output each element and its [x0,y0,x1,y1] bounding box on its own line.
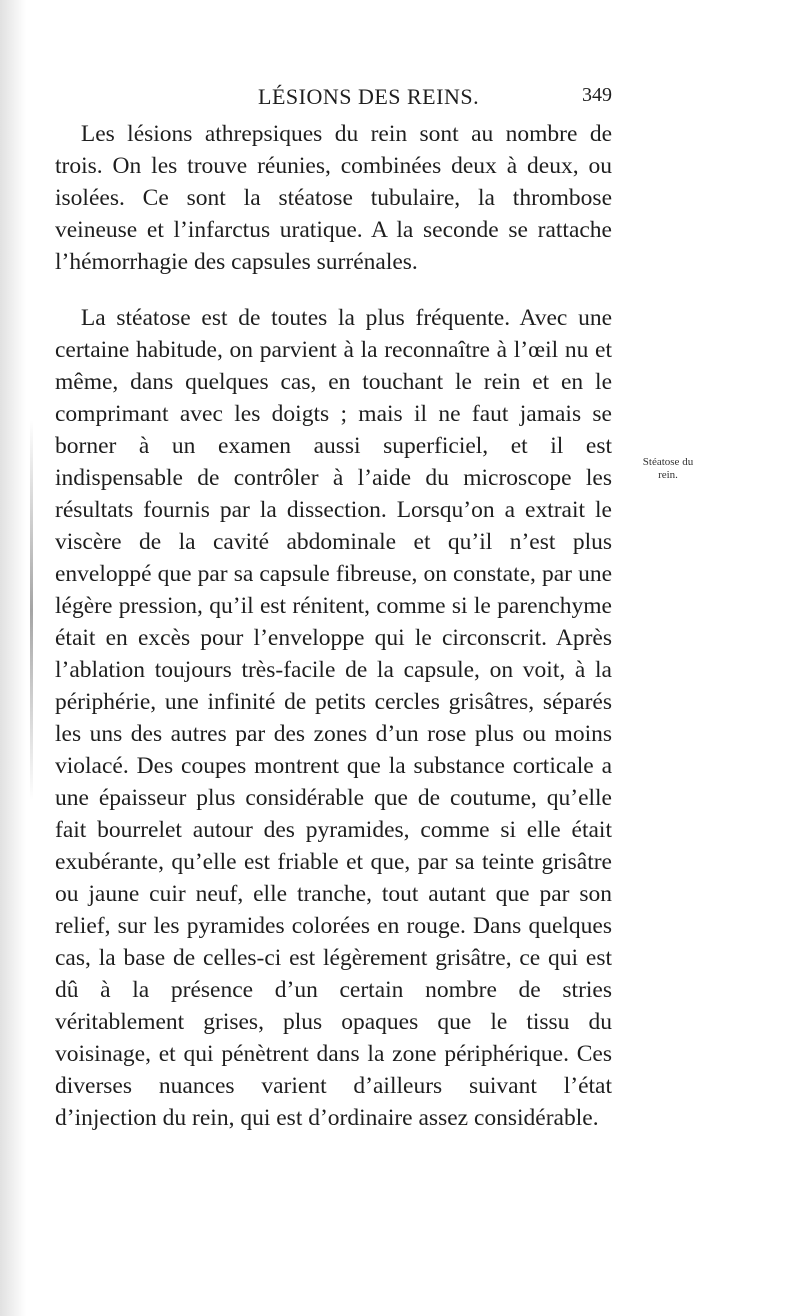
paragraph-1: Les lésions athrepsiques du rein sont au nombre de trois. On les trouve réunies, combinées deux à deux, ou isolées. Ce sont la stéatose tubulaire, la thrombose veineuse et l’infarctus uratique. A la seconde se rattache l’hémorrhagie des capsules surrénales. [55,121,612,275]
running-head-title: LÉSIONS DES REINS. [258,84,480,109]
running-head [0,84,800,114]
margin-note: Stéatose du rein. [642,456,694,481]
paragraph-2: La stéatose est de toutes la plus fréquente. Avec une certaine habitude, on parvient à la reconnaître à l’œil nu et même, dans quelques cas, en touchant le rein et en le comprimant avec les doigts ; mais il ne faut jamais se borner à un examen aussi superficiel, et il est indispensable de contrôler à l’aide du microscope les résultats fournis par la dissection. Lorsqu’on a extrait le viscère de la cavité abdominale et qu’il n’est plus enveloppé que par sa capsule fibreuse, on constate, par une légère pression, qu’il est rénitent, comme si le parenchyme était en excès pour l’enveloppe qui le circonscrit. Après l’ablation toujours très-facile de la capsule, on voit, à la périphérie, une infinité de petits cercles grisâtres, séparés les uns des autres par des zones d’un rose plus ou moins violacé. Des coupes montrent que la substance corticale a une épaisseur plus considérable que de coutume, qu’elle fait bourrelet autour des pyramides, comme si elle était exubérante, qu’elle est friable et que, par sa teinte grisâtre ou jaune cuir neuf, elle tranche, tout autant que par son relief, sur les pyramides colorées en rouge. Dans quelques cas, la base de celles-ci est légèrement grisâtre, ce qui est dû à la présence d’un certain nombre de stries véritablement grises, plus opaques que le tissu du voisinage, et qui pénètrent dans la zone périphérique. Ces diverses nuances varient d’ailleurs suivant l’état d’injection du rein, qui est d’ordinaire assez considérable. [55,305,612,1131]
page-number: 349 [582,84,612,106]
body-text [55,118,612,1134]
page-gutter-shadow [0,0,26,1316]
page-binding-edge [30,420,33,800]
